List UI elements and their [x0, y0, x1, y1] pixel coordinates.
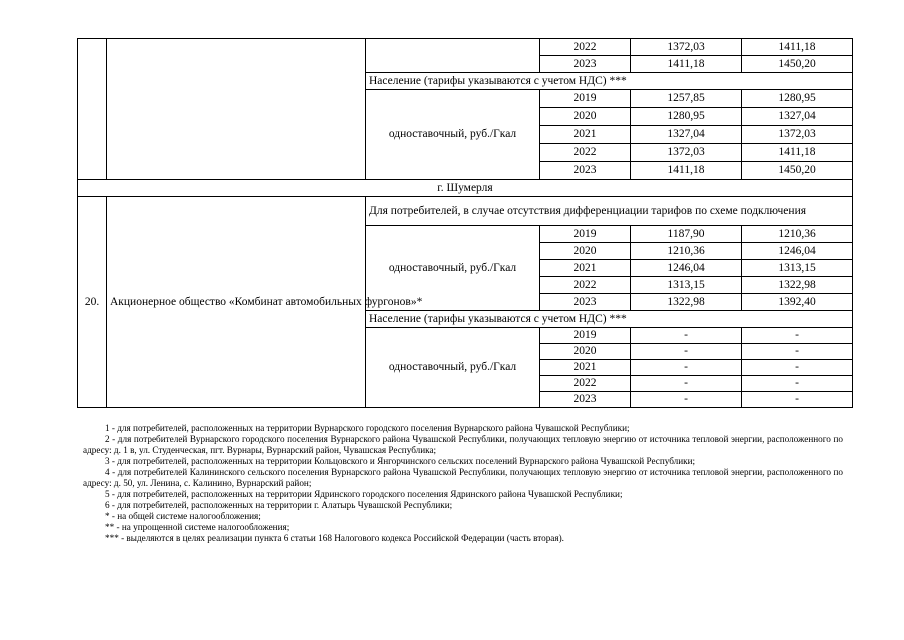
tariff-cell: 1411,18 [742, 39, 853, 56]
year-cell: 2022 [540, 376, 631, 392]
tariff-cell: - [631, 344, 742, 360]
footnote: 2 - для потребителей Вурнарского городского поселения Вурнарского района Чувашской Республики, получающих тепловую энергию от источника тепловой энергии, расположенного по адресу: д. 1 в, ул. Студенческая, пгт. Вурнары, Вурнарский район, Чувашская Республика; [83, 434, 843, 455]
entry-number: 20. [78, 197, 107, 408]
year-cell: 2021 [540, 360, 631, 376]
tariff-cell: 1313,15 [631, 277, 742, 294]
tariff-cell: 1411,18 [742, 144, 853, 162]
tariff-table [77, 38, 853, 408]
tariff-cell: - [742, 376, 853, 392]
tariff-cell: 1392,40 [742, 294, 853, 311]
tariff-cell: 1313,15 [742, 260, 853, 277]
year-cell: 2022 [540, 277, 631, 294]
year-cell: 2023 [540, 162, 631, 180]
table-row [78, 180, 853, 197]
year-cell: 2021 [540, 260, 631, 277]
rate-type-label: одноставочный, руб./Гкал [366, 90, 540, 180]
tariff-cell: 1257,85 [631, 90, 742, 108]
tariff-cell: 1411,18 [631, 162, 742, 180]
tariff-cell: - [742, 344, 853, 360]
rate-type-cell [366, 39, 540, 73]
population-label: Население (тарифы указываются с учетом НДС) *** [366, 311, 853, 328]
year-cell: 2023 [540, 56, 631, 73]
year-cell: 2023 [540, 294, 631, 311]
city-heading: г. Шумерля [78, 180, 853, 197]
org-name-cell [107, 39, 366, 180]
tariff-cell: 1280,95 [742, 90, 853, 108]
entry-number-cell [78, 39, 107, 180]
rate-type-label: одноставочный, руб./Гкал [366, 226, 540, 311]
tariff-cell: 1372,03 [631, 39, 742, 56]
footnote: ** - на упрощенной системе налогообложения; [105, 522, 290, 532]
tariff-cell: 1450,20 [742, 56, 853, 73]
tariff-cell: - [742, 360, 853, 376]
tariff-cell: 1187,90 [631, 226, 742, 243]
footnote: * - на общей системе налогообложения; [105, 511, 261, 521]
footnote: 3 - для потребителей, расположенных на территории Кольцовского и Янгорчинского сельских поселений Вурнарского района Чувашской Республики; [105, 456, 696, 466]
tariff-cell: - [631, 392, 742, 408]
tariff-cell: 1246,04 [631, 260, 742, 277]
table-row [78, 39, 853, 56]
tariff-cell: 1450,20 [742, 162, 853, 180]
tariff-cell: 1322,98 [631, 294, 742, 311]
footnote: 5 - для потребителей, расположенных на территории Ядринского городского поселения Ядринского района Чувашской Республики; [105, 489, 623, 499]
year-cell: 2020 [540, 243, 631, 260]
tariff-cell: 1327,04 [742, 108, 853, 126]
footnote: *** - выделяются в целях реализации пункта 6 статьи 168 Налогового кодекса Российской Федерации (часть вторая). [105, 533, 564, 543]
year-cell: 2020 [540, 108, 631, 126]
tariff-cell: 1246,04 [742, 243, 853, 260]
year-cell: 2023 [540, 392, 631, 408]
footnotes [83, 423, 843, 544]
tariff-cell: 1372,03 [631, 144, 742, 162]
footnote: 4 - для потребителей Калининского сельского поселения Вурнарского района Чувашской Республики, получающих тепловую энергию от источника тепловой энергии, расположенного по адресу: д. 50, ул. Ленина, с. Калинино, Вурнарский район; [83, 467, 843, 488]
population-label: Население (тарифы указываются с учетом НДС) *** [366, 73, 853, 90]
tariff-cell: 1411,18 [631, 56, 742, 73]
tariff-cell: 1372,03 [742, 126, 853, 144]
tariff-cell: - [631, 360, 742, 376]
tariff-cell: 1327,04 [631, 126, 742, 144]
org-name: Акционерное общество «Комбинат автомобильных фургонов»* [107, 197, 366, 408]
year-cell: 2019 [540, 90, 631, 108]
tariff-cell: - [631, 328, 742, 344]
tariff-cell: 1210,36 [742, 226, 853, 243]
tariff-cell: 1210,36 [631, 243, 742, 260]
year-cell: 2022 [540, 144, 631, 162]
tariff-cell: 1322,98 [742, 277, 853, 294]
year-cell: 2019 [540, 226, 631, 243]
tariff-cell: - [742, 392, 853, 408]
tariff-cell: - [742, 328, 853, 344]
year-cell: 2022 [540, 39, 631, 56]
footnote: 1 - для потребителей, расположенных на территории Вурнарского городского поселения Вурнарского района Чувашской Республики; [105, 423, 630, 433]
consumers-label: Для потребителей, в случае отсутствия дифференциации тарифов по схеме подключения [366, 197, 853, 226]
year-cell: 2021 [540, 126, 631, 144]
tariff-cell: - [631, 376, 742, 392]
year-cell: 2019 [540, 328, 631, 344]
rate-type-label: одноставочный, руб./Гкал [366, 328, 540, 408]
tariff-cell: 1280,95 [631, 108, 742, 126]
table-row [78, 197, 853, 226]
year-cell: 2020 [540, 344, 631, 360]
footnote: 6 - для потребителей, расположенных на территории г. Алатырь Чувашской Республики; [105, 500, 453, 510]
